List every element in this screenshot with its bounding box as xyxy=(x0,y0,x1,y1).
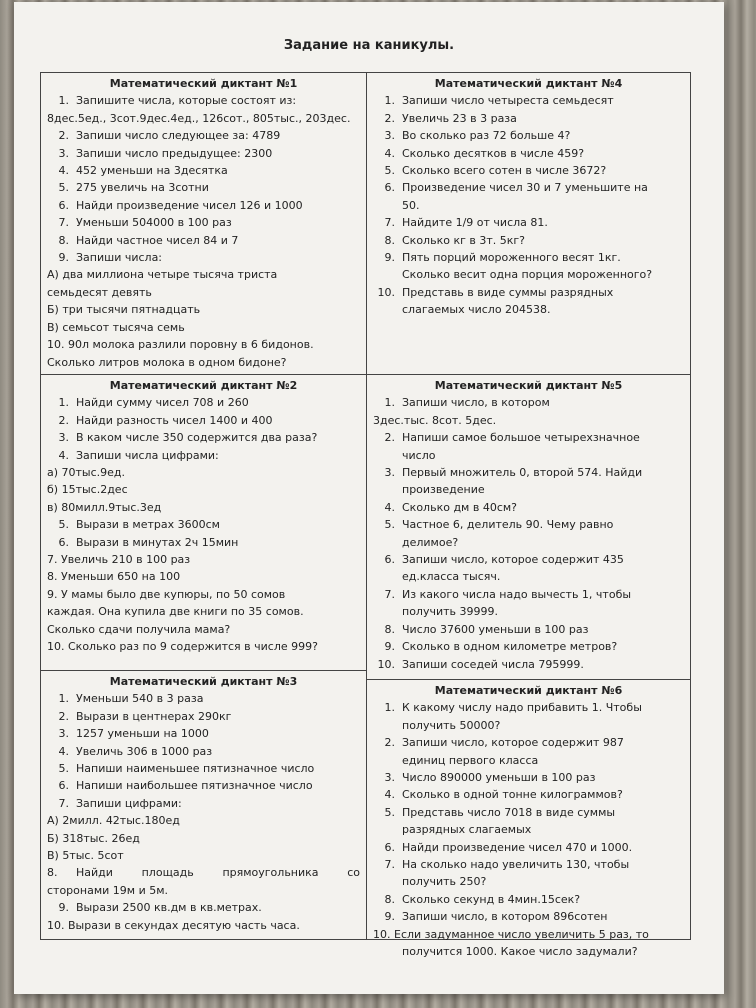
task-text: Сколько весит одна порция мороженного? xyxy=(402,268,653,282)
task-text: единиц первого класса xyxy=(402,753,539,767)
task-text: получить 50000? xyxy=(402,718,501,732)
task-number: 4. xyxy=(58,448,69,462)
task-text: Сколько всего сотен в числе 3672? xyxy=(402,164,607,178)
task-text: 10. Сколько раз по 9 содержится в числе 999? xyxy=(47,640,318,654)
dictation-title: Математический диктант №5 xyxy=(434,379,623,392)
task-line xyxy=(373,249,684,266)
task-number: 8. xyxy=(384,233,395,247)
task-text: 452 уменьши на 3десятка xyxy=(76,164,228,178)
task-text: Сколько десятков в числе 459? xyxy=(402,146,585,160)
task-line xyxy=(47,638,360,655)
task-line xyxy=(373,412,684,429)
task-text: В) 5тыс. 5сот xyxy=(47,849,124,863)
task-text: Во сколько раз 72 больше 4? xyxy=(402,129,571,143)
task-text: Сколько в одном километре метров? xyxy=(402,640,618,654)
task-line xyxy=(47,551,360,568)
task-number: 8. xyxy=(58,233,69,247)
task-text: Найди сумму чисел 708 и 260 xyxy=(76,396,249,410)
task-line xyxy=(373,568,684,585)
task-line xyxy=(47,795,360,812)
task-text: 7. Увеличь 210 в 100 раз xyxy=(47,553,191,567)
task-text: Уменьши 504000 в 100 раз xyxy=(76,216,232,230)
task-number: 9. xyxy=(384,910,395,924)
task-line xyxy=(47,917,360,934)
task-number: 9. xyxy=(384,251,395,265)
task-text: Увеличь 23 в 3 раза xyxy=(402,111,517,125)
task-text: 1257 уменьши на 1000 xyxy=(76,727,209,741)
task-text: Запиши число четыреста семьдесят xyxy=(402,94,614,108)
task-number: 3. xyxy=(384,466,395,480)
task-number: 1. xyxy=(58,94,69,108)
task-text: 3дес.тыс. 8сот. 5дес. xyxy=(373,413,497,427)
dictation-3-cell xyxy=(41,671,367,939)
dictation-title: Математический диктант №4 xyxy=(434,77,623,90)
task-line xyxy=(373,284,684,301)
task-line xyxy=(373,638,684,655)
task-line xyxy=(373,856,684,873)
task-text: разрядных слагаемых xyxy=(402,823,532,837)
task-text: Найди произведение чисел 470 и 1000. xyxy=(402,840,633,854)
task-number: 5. xyxy=(58,518,69,532)
task-number: 5. xyxy=(384,518,395,532)
task-text: 10. 90л молока разлили поровну в 6 бидонов. xyxy=(47,338,314,352)
task-line xyxy=(47,127,360,144)
task-line xyxy=(47,301,360,318)
task-text: 50. xyxy=(402,198,420,212)
task-text: Найди частное чисел 84 и 7 xyxy=(76,233,239,247)
task-text: Запиши число, которое содержит 987 xyxy=(402,736,624,750)
task-line xyxy=(373,301,684,318)
task-text: Запиши число, которое содержит 435 xyxy=(402,553,624,567)
task-text: Напиши наибольшее пятизначное число xyxy=(76,779,313,793)
task-line xyxy=(47,162,360,179)
task-text: Найди разность чисел 1400 и 400 xyxy=(76,413,273,427)
task-line xyxy=(47,412,360,429)
dictation-title: Математический диктант №2 xyxy=(109,379,298,392)
task-number: 7. xyxy=(384,587,395,601)
task-number: 5. xyxy=(384,805,395,819)
task-number: 6. xyxy=(384,181,395,195)
task-line xyxy=(373,162,684,179)
task-number: 8. xyxy=(384,622,395,636)
task-text: произведение xyxy=(402,483,485,497)
task-line xyxy=(373,92,684,109)
task-text: получится 1000. Какое число задумали? xyxy=(402,945,638,959)
task-text: Запиши числа: xyxy=(76,251,163,265)
task-line xyxy=(373,752,684,769)
task-text: 9. У мамы было две купюры, по 50 сомов xyxy=(47,587,286,601)
task-line xyxy=(47,882,360,899)
task-line xyxy=(47,830,360,847)
task-line xyxy=(47,447,360,464)
task-number: 7. xyxy=(384,216,395,230)
task-line xyxy=(373,717,684,734)
task-text: Найдите 1/9 от числа 81. xyxy=(402,216,548,230)
task-number: 8. xyxy=(384,892,395,906)
task-line xyxy=(373,266,684,283)
task-number: 10. xyxy=(377,285,395,299)
dictation-1-cell xyxy=(41,73,367,375)
task-line xyxy=(373,429,684,446)
task-line xyxy=(47,464,360,481)
task-text: Напиши самое большое четырехзначное xyxy=(402,431,640,445)
task-number: 8. xyxy=(47,866,58,880)
task-number: 9. xyxy=(58,901,69,915)
task-line xyxy=(373,786,684,803)
task-text: Сколько литров молока в одном бидоне? xyxy=(47,355,287,369)
task-text: Сколько кг в 3т. 5кг? xyxy=(402,233,525,247)
task-number: 2. xyxy=(58,709,69,723)
task-text: Запиши соседей числа 795999. xyxy=(402,657,584,671)
task-line xyxy=(47,603,360,620)
task-number: 2. xyxy=(384,431,395,445)
task-line xyxy=(373,447,684,464)
task-number: 9. xyxy=(58,251,69,265)
task-line xyxy=(373,656,684,673)
task-text: каждая. Она купила две книги по 35 сомов. xyxy=(47,605,304,619)
worksheet-paper xyxy=(14,2,724,994)
task-text: Частное 6, делитель 90. Чему равно xyxy=(402,518,614,532)
task-number: 2. xyxy=(384,111,395,125)
task-line xyxy=(47,499,360,516)
task-text: Вырази в центнерах 290кг xyxy=(76,709,232,723)
task-text: Найди произведение чисел 126 и 1000 xyxy=(76,198,303,212)
task-number: 6. xyxy=(384,840,395,854)
task-line xyxy=(373,891,684,908)
task-number: 6. xyxy=(58,198,69,212)
task-line xyxy=(373,926,684,943)
task-line xyxy=(373,734,684,751)
task-line xyxy=(47,319,360,336)
task-number: 3. xyxy=(384,129,395,143)
task-text: Представь число 7018 в виде суммы xyxy=(402,805,616,819)
page-title: Задание на каникулы. xyxy=(283,38,455,53)
task-line xyxy=(373,699,684,716)
task-text: Найди площадь прямоугольника со xyxy=(76,866,360,880)
task-line xyxy=(47,266,360,283)
task-number: 5. xyxy=(58,181,69,195)
task-text: 10. Вырази в секундах десятую часть часа. xyxy=(47,918,300,932)
task-text: Запиши число следующее за: 4789 xyxy=(76,129,281,143)
task-line xyxy=(373,145,684,162)
task-number: 5. xyxy=(58,762,69,776)
task-text: получить 250? xyxy=(402,875,487,889)
task-line xyxy=(47,743,360,760)
task-text: На сколько надо увеличить 130, чтобы xyxy=(402,858,630,872)
dictation-title: Математический диктант №1 xyxy=(109,77,298,90)
task-number: 1. xyxy=(384,701,395,715)
task-text: Запиши цифрами: xyxy=(76,796,182,810)
task-number: 6. xyxy=(58,779,69,793)
task-text: Число 890000 уменьши в 100 раз xyxy=(402,771,596,785)
task-number: 10. xyxy=(377,657,395,671)
task-number: 7. xyxy=(384,858,395,872)
task-line xyxy=(47,899,360,916)
task-line xyxy=(47,179,360,196)
task-text: сторонами 19м и 5м. xyxy=(47,883,169,897)
task-line xyxy=(47,708,360,725)
task-line xyxy=(47,812,360,829)
task-text: Сколько в одной тонне килограммов? xyxy=(402,788,623,802)
task-text: Первый множитель 0, второй 574. Найди xyxy=(402,466,643,480)
dictation-2-cell xyxy=(41,375,367,671)
task-number: 6. xyxy=(58,535,69,549)
task-text: А) 2милл. 42тыс.180ед xyxy=(47,814,180,828)
task-text: ед.класса тысяч. xyxy=(402,570,501,584)
task-text: Сколько дм в 40см? xyxy=(402,500,518,514)
task-text: семьдесят девять xyxy=(47,285,152,299)
task-text: 275 увеличь на 3сотни xyxy=(76,181,209,195)
dictation-title: Математический диктант №3 xyxy=(109,675,298,688)
task-text: А) два миллиона четыре тысяча триста xyxy=(47,268,278,282)
task-line xyxy=(47,621,360,638)
task-line xyxy=(47,214,360,231)
task-number: 4. xyxy=(384,788,395,802)
task-number: 4. xyxy=(384,146,395,160)
task-text: 8дес.5ед., 3сот.9дес.4ед., 126сот., 805тыс., 203дес. xyxy=(47,111,351,125)
task-text: К какому числу надо прибавить 1. Чтобы xyxy=(402,701,642,715)
dictation-title: Математический диктант №6 xyxy=(434,684,623,697)
task-line xyxy=(47,429,360,446)
task-number: 2. xyxy=(384,736,395,750)
task-line xyxy=(373,127,684,144)
task-line xyxy=(47,481,360,498)
task-line xyxy=(373,586,684,603)
task-line xyxy=(373,481,684,498)
task-text: Вырази в метрах 3600см xyxy=(76,518,220,532)
task-number: 3. xyxy=(58,146,69,160)
task-text: Вырази 2500 кв.дм в кв.метрах. xyxy=(76,901,262,915)
task-line xyxy=(373,499,684,516)
dictation-table xyxy=(40,72,691,959)
task-text: Запиши числа цифрами: xyxy=(76,448,219,462)
task-number: 5. xyxy=(384,164,395,178)
task-line xyxy=(47,232,360,249)
task-number: 4. xyxy=(58,164,69,178)
task-line xyxy=(47,847,360,864)
task-number: 7. xyxy=(58,216,69,230)
task-line xyxy=(47,354,360,371)
task-line xyxy=(373,621,684,638)
task-text: Вырази в минутах 2ч 15мин xyxy=(76,535,239,549)
task-text: 10. Если задуманное число увеличить 5 раз, то xyxy=(373,927,649,941)
task-text: Сколько сдачи получила мама? xyxy=(47,622,231,636)
task-line xyxy=(47,249,360,266)
task-line xyxy=(373,821,684,838)
task-text: Б) три тысячи пятнадцать xyxy=(47,303,201,317)
dictation-6-cell xyxy=(367,680,690,959)
task-text: Произведение чисел 30 и 7 уменьшите на xyxy=(402,181,648,195)
task-text: а) 70тыс.9ед. xyxy=(47,466,126,480)
task-number: 7. xyxy=(58,796,69,810)
task-number: 1. xyxy=(384,94,395,108)
task-text: Число 37600 уменьши в 100 раз xyxy=(402,622,589,636)
dictation-5-cell xyxy=(367,375,690,680)
task-line xyxy=(47,760,360,777)
task-line xyxy=(47,864,360,881)
task-line xyxy=(373,603,684,620)
task-line xyxy=(47,197,360,214)
task-line xyxy=(373,769,684,786)
task-line xyxy=(47,586,360,603)
task-line xyxy=(47,110,360,127)
task-text: Из какого числа надо вычесть 1, чтобы xyxy=(402,587,632,601)
task-line xyxy=(373,179,684,196)
task-line xyxy=(47,394,360,411)
task-number: 4. xyxy=(58,744,69,758)
task-text: Уменьши 540 в 3 раза xyxy=(76,692,204,706)
task-line xyxy=(373,873,684,890)
task-text: слагаемых число 204538. xyxy=(402,303,551,317)
task-text: Запиши число предыдущее: 2300 xyxy=(76,146,273,160)
task-text: Увеличь 306 в 1000 раз xyxy=(76,744,213,758)
task-line xyxy=(373,943,684,960)
task-number: 3. xyxy=(58,431,69,445)
task-text: число xyxy=(402,448,436,462)
task-line xyxy=(373,110,684,127)
dictation-4-cell xyxy=(367,73,690,375)
task-number: 9. xyxy=(384,640,395,654)
task-line xyxy=(373,516,684,533)
task-number: 6. xyxy=(384,553,395,567)
task-number: 3. xyxy=(58,727,69,741)
task-line xyxy=(47,92,360,109)
task-text: Пять порций мороженного весят 1кг. xyxy=(402,251,621,265)
task-number: 2. xyxy=(58,413,69,427)
task-number: 1. xyxy=(58,396,69,410)
task-text: Запишите числа, которые состоят из: xyxy=(76,94,297,108)
task-line xyxy=(47,534,360,551)
task-text: получить 39999. xyxy=(402,605,498,619)
task-number: 1. xyxy=(384,396,395,410)
task-text: в) 80милл.9тыс.3ед xyxy=(47,500,162,514)
task-line xyxy=(373,534,684,551)
task-line xyxy=(47,284,360,301)
task-text: 8. Уменьши 650 на 100 xyxy=(47,570,181,584)
task-text: Представь в виде суммы разрядных xyxy=(402,285,614,299)
task-line xyxy=(47,725,360,742)
task-text: б) 15тыс.2дес xyxy=(47,483,128,497)
task-text: Запиши число, в котором xyxy=(402,396,550,410)
task-line xyxy=(373,464,684,481)
task-text: Б) 318тыс. 26ед xyxy=(47,831,140,845)
task-line xyxy=(47,516,360,533)
task-text: Напиши наименьшее пятизначное число xyxy=(76,762,315,776)
task-text: Сколько секунд в 4мин.15сек? xyxy=(402,892,581,906)
task-line xyxy=(373,839,684,856)
task-line xyxy=(373,214,684,231)
task-line xyxy=(373,394,684,411)
task-number: 4. xyxy=(384,500,395,514)
task-line xyxy=(373,232,684,249)
task-line xyxy=(373,908,684,925)
task-text: В каком числе 350 содержится два раза? xyxy=(76,431,318,445)
task-line xyxy=(47,336,360,353)
task-line xyxy=(47,690,360,707)
task-line xyxy=(47,568,360,585)
task-number: 3. xyxy=(384,771,395,785)
task-text: В) семьсот тысяча семь xyxy=(47,320,185,334)
task-line xyxy=(373,197,684,214)
task-line xyxy=(373,551,684,568)
task-line xyxy=(373,804,684,821)
task-text: Запиши число, в котором 896сотен xyxy=(402,910,608,924)
task-number: 2. xyxy=(58,129,69,143)
task-line xyxy=(47,145,360,162)
task-text: делимое? xyxy=(402,535,459,549)
task-line xyxy=(47,777,360,794)
task-number: 1. xyxy=(58,692,69,706)
